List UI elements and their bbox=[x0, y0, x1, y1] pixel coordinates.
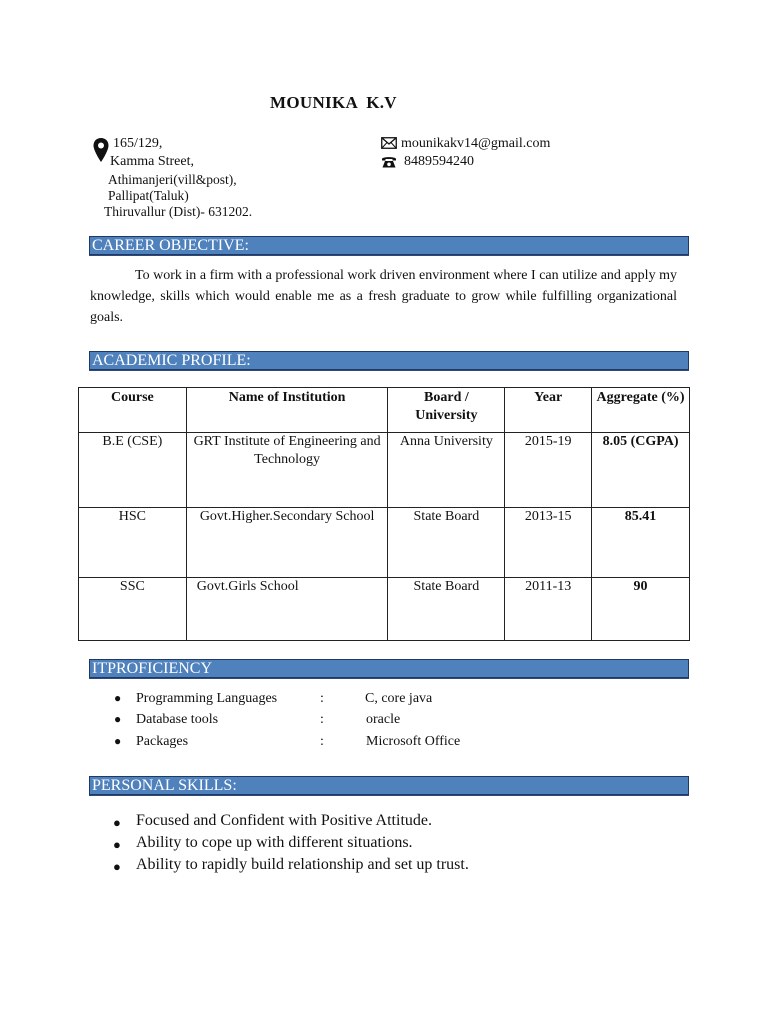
it-item-label: Programming Languages bbox=[136, 691, 278, 706]
email-address[interactable]: mounikakv14@gmail.com bbox=[401, 136, 551, 151]
list-item: Ability to cope up with different situations. bbox=[136, 834, 413, 851]
cell-course: HSC bbox=[79, 508, 187, 578]
list-bullet: ● bbox=[113, 837, 121, 852]
cell-course: B.E (CSE) bbox=[79, 433, 187, 508]
it-item-separator: : bbox=[320, 691, 324, 706]
list-bullet: ● bbox=[114, 712, 122, 726]
it-item-value: C, core java bbox=[365, 691, 433, 706]
list-item: Ability to rapidly build relationship and set up trust. bbox=[136, 856, 469, 873]
phone-number[interactable]: 8489594240 bbox=[404, 154, 474, 169]
it-proficiency-heading: ITPROFICIENCY bbox=[89, 659, 689, 678]
cell-aggregate: 90 bbox=[592, 578, 690, 641]
it-item-label: Database tools bbox=[136, 712, 219, 727]
academic-table bbox=[78, 387, 690, 641]
envelope-icon bbox=[381, 137, 397, 149]
cell-institution: Govt.Higher.Secondary School bbox=[186, 508, 388, 578]
list-bullet: ● bbox=[113, 859, 121, 874]
column-header-board: Board / University bbox=[388, 388, 505, 433]
cell-board: State Board bbox=[388, 508, 505, 578]
cell-course: SSC bbox=[79, 578, 187, 641]
address-line-5: Thiruvallur (Dist)- 631202. bbox=[104, 204, 253, 219]
telephone-icon bbox=[381, 155, 397, 168]
cell-institution: GRT Institute of Engineering and Technology bbox=[186, 433, 388, 508]
address-line-4: Pallipat(Taluk) bbox=[108, 188, 189, 203]
academic-profile-heading: ACADEMIC PROFILE: bbox=[89, 351, 689, 370]
cell-year: 2013-15 bbox=[505, 508, 592, 578]
address-line-3: Athimanjeri(vill&post), bbox=[108, 172, 237, 187]
cell-year: 2015-19 bbox=[505, 433, 592, 508]
column-header-institution: Name of Institution bbox=[186, 388, 388, 433]
it-item-value: Microsoft Office bbox=[366, 734, 461, 749]
column-header-course: Course bbox=[79, 388, 187, 433]
cell-institution: Govt.Girls School bbox=[186, 578, 388, 641]
column-header-year: Year bbox=[505, 388, 592, 433]
table-row bbox=[79, 508, 690, 578]
cell-aggregate: 85.41 bbox=[592, 508, 690, 578]
column-header-aggregate: Aggregate (%) bbox=[592, 388, 690, 433]
table-header-row bbox=[79, 388, 690, 433]
it-item-separator: : bbox=[320, 734, 324, 749]
list-bullet: ● bbox=[113, 815, 121, 830]
table-row bbox=[79, 433, 690, 508]
career-objective-heading: CAREER OBJECTIVE: bbox=[89, 236, 689, 255]
table-row bbox=[79, 578, 690, 641]
cell-aggregate: 8.05 (CGPA) bbox=[592, 433, 690, 508]
it-item-value: oracle bbox=[366, 712, 401, 727]
career-objective-body: To work in a firm with a professional work driven environment where I can utilize and apply my knowledge, skills which would enable me as a fresh graduate to grow while fulfilling organizational goals. bbox=[90, 268, 677, 325]
location-pin-icon bbox=[92, 137, 110, 163]
list-item: Focused and Confident with Positive Attitude. bbox=[136, 812, 432, 829]
address-line-1: 165/129, bbox=[113, 136, 163, 151]
list-bullet: ● bbox=[114, 691, 122, 705]
address-line-2: Kamma Street, bbox=[110, 154, 194, 169]
cell-board: State Board bbox=[388, 578, 505, 641]
career-objective-text bbox=[90, 265, 677, 328]
list-bullet: ● bbox=[114, 734, 122, 748]
cell-year: 2011-13 bbox=[505, 578, 592, 641]
it-item-separator: : bbox=[320, 712, 324, 727]
personal-skills-heading: PERSONAL SKILLS: bbox=[89, 776, 689, 795]
it-item-label: Packages bbox=[136, 734, 189, 749]
cell-board: Anna University bbox=[388, 433, 505, 508]
candidate-name: MOUNIKA K.V bbox=[270, 93, 397, 112]
